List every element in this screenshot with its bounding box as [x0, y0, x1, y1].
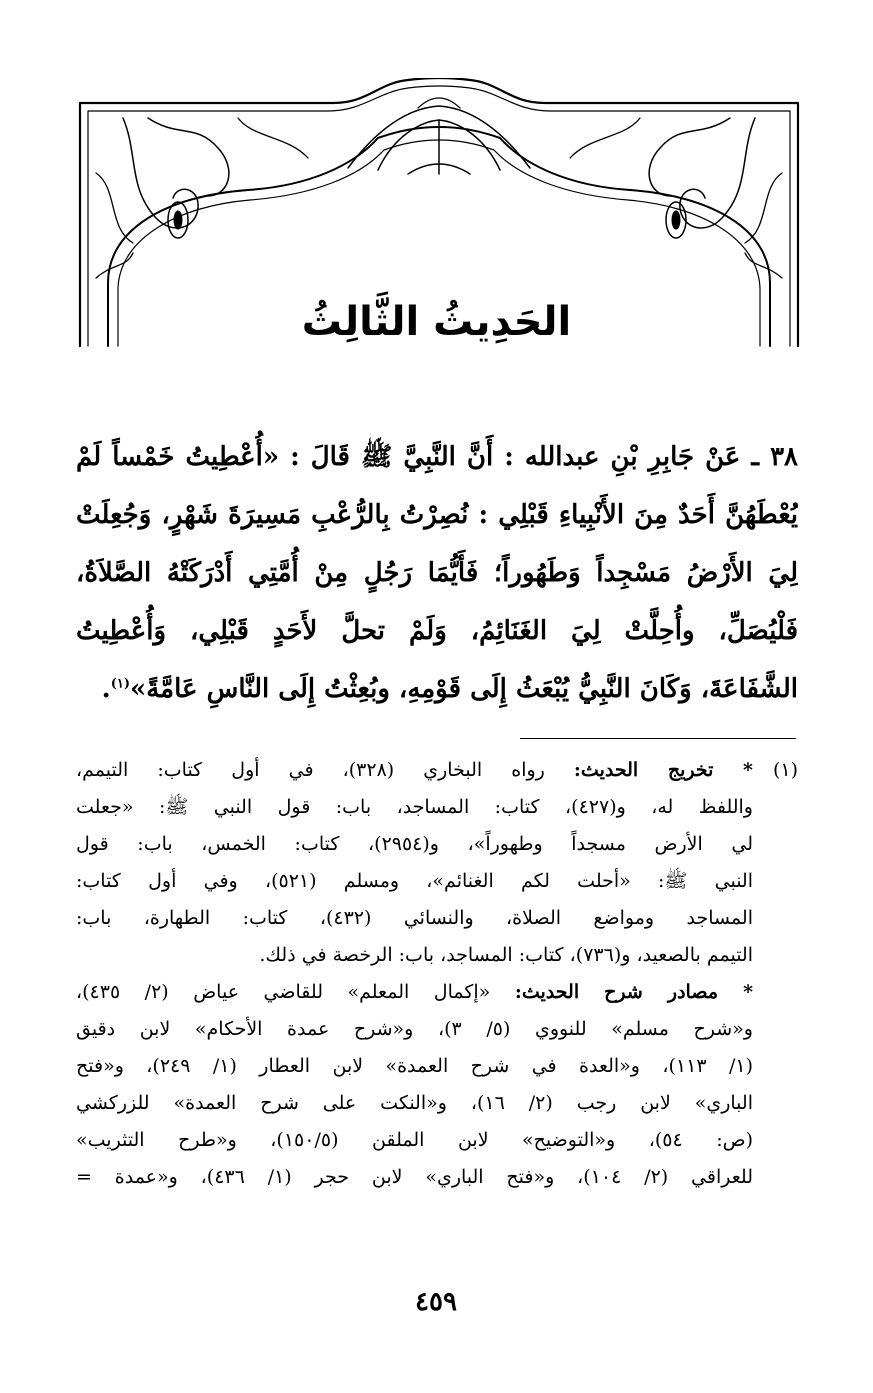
- page-number: ٤٥٩: [415, 1287, 457, 1317]
- hadith-line-last: [76, 660, 798, 718]
- end-mark: .: [101, 674, 111, 704]
- footnote-line: [76, 752, 798, 789]
- footnote-line: لي الأرض مسجداً وطهوراً»، و(٢٩٥٤)، كتاب: الخمس، باب: قول: [76, 833, 753, 855]
- footnote-reference: (١): [110, 676, 130, 692]
- hadith-line: لِيَ الأَرْضُ مَسْجِداً وَطَهُوراً؛ فَأَيُّمَا رَجُلٍ مِنْ أُمَّتِي أَدْرَكَتْهُ الصَّلاَةُ،: [76, 558, 798, 588]
- takhrij-text: رواه البخاري (٣٢٨)، في أول كتاب: التيمم،: [76, 759, 545, 781]
- footnote-line: الباري» لابن رجب (٢/ ١٦)، و«النكت على شرح العمدة» للزركشي: [76, 1092, 753, 1114]
- footnote-line: المساجد ومواضع الصلاة، والنسائي (٤٣٢)، كتاب: الطهارة، باب:: [76, 907, 753, 929]
- footnote-line: للعراقي (٢/ ١٠٤)، و«فتح الباري» لابن حجر (١/ ٤٣٦)، و«عمدة =: [76, 1166, 753, 1188]
- footnote-line: واللفظ له، و(٤٢٧)، كتاب: المساجد، باب: قول النبي ﷺ: «جعلت: [76, 796, 753, 818]
- masadir-label: * مصادر شرح الحديث:: [514, 981, 754, 1003]
- hadith-line: فَلْيُصَلِّ، وأُحِلَّتْ لِيَ الغَنَائِمُ، وَلَمْ تحلَّ لأَحَدٍ قَبْلِي، وَأُعْطِيتُ: [76, 616, 798, 646]
- hadith-text: [76, 428, 798, 718]
- footnote-line: التيمم بالصعيد، و(٧٣٦)، كتاب: المساجد، باب: الرخصة في ذلك.: [259, 944, 753, 966]
- footnote-line: (ص: ٥٤)، و«التوضيح» لابن الملقن (١٥٠/٥)، و«طرح التثريب»: [76, 1129, 754, 1151]
- takhrij-label: * تخريج الحديث:: [573, 759, 753, 781]
- footnote-line: [76, 974, 798, 1011]
- footnote-line: النبي ﷺ: «أحلت لكم الغنائم»، ومسلم (٥٢١)، وفي أول كتاب:: [76, 870, 753, 892]
- masadir-text: «إكمال المعلم» للقاضي عياض (٢/ ٤٣٥)،: [76, 981, 491, 1003]
- hadith-line: يُعْطَهُنَّ أَحَدٌ مِنَ الأَنْبِياءِ قَبْلِي : نُصِرْتُ بِالرُّعْبِ مَسِيرَةَ شَهْرٍ، وَجُعِلَتْ: [76, 500, 798, 530]
- footnote-separator: [520, 738, 796, 739]
- hadith-line: ٣٨ ـ عَنْ جَابِرِ بْنِ عبدالله : أَنَّ النَّبِيَّ ﷺ قَالَ : «أُعْطِيتُ خَمْساً لَمْ: [76, 442, 798, 472]
- footnote-line: (١/ ١١٣)، و«العدة في شرح العمدة» لابن العطار (١/ ٢٤٩)، و«فتح: [76, 1055, 753, 1077]
- footnote-number: (١): [772, 759, 798, 781]
- footnote-line: و«شرح مسلم» للنووي (٥/ ٣)، و«شرح عمدة الأحكام» لابن دقيق: [76, 1018, 753, 1040]
- chapter-title: الحَدِيثُ الثَّالِثُ: [301, 299, 572, 345]
- hadith-line: الشَّفَاعَةَ، وَكَانَ النَّبِيُّ يُبْعَثُ إِلَى قَوْمِهِ، وبُعِثْتُ إِلَى النَّاسِ عَامَّةً»: [129, 674, 798, 704]
- footnotes: [76, 752, 798, 1196]
